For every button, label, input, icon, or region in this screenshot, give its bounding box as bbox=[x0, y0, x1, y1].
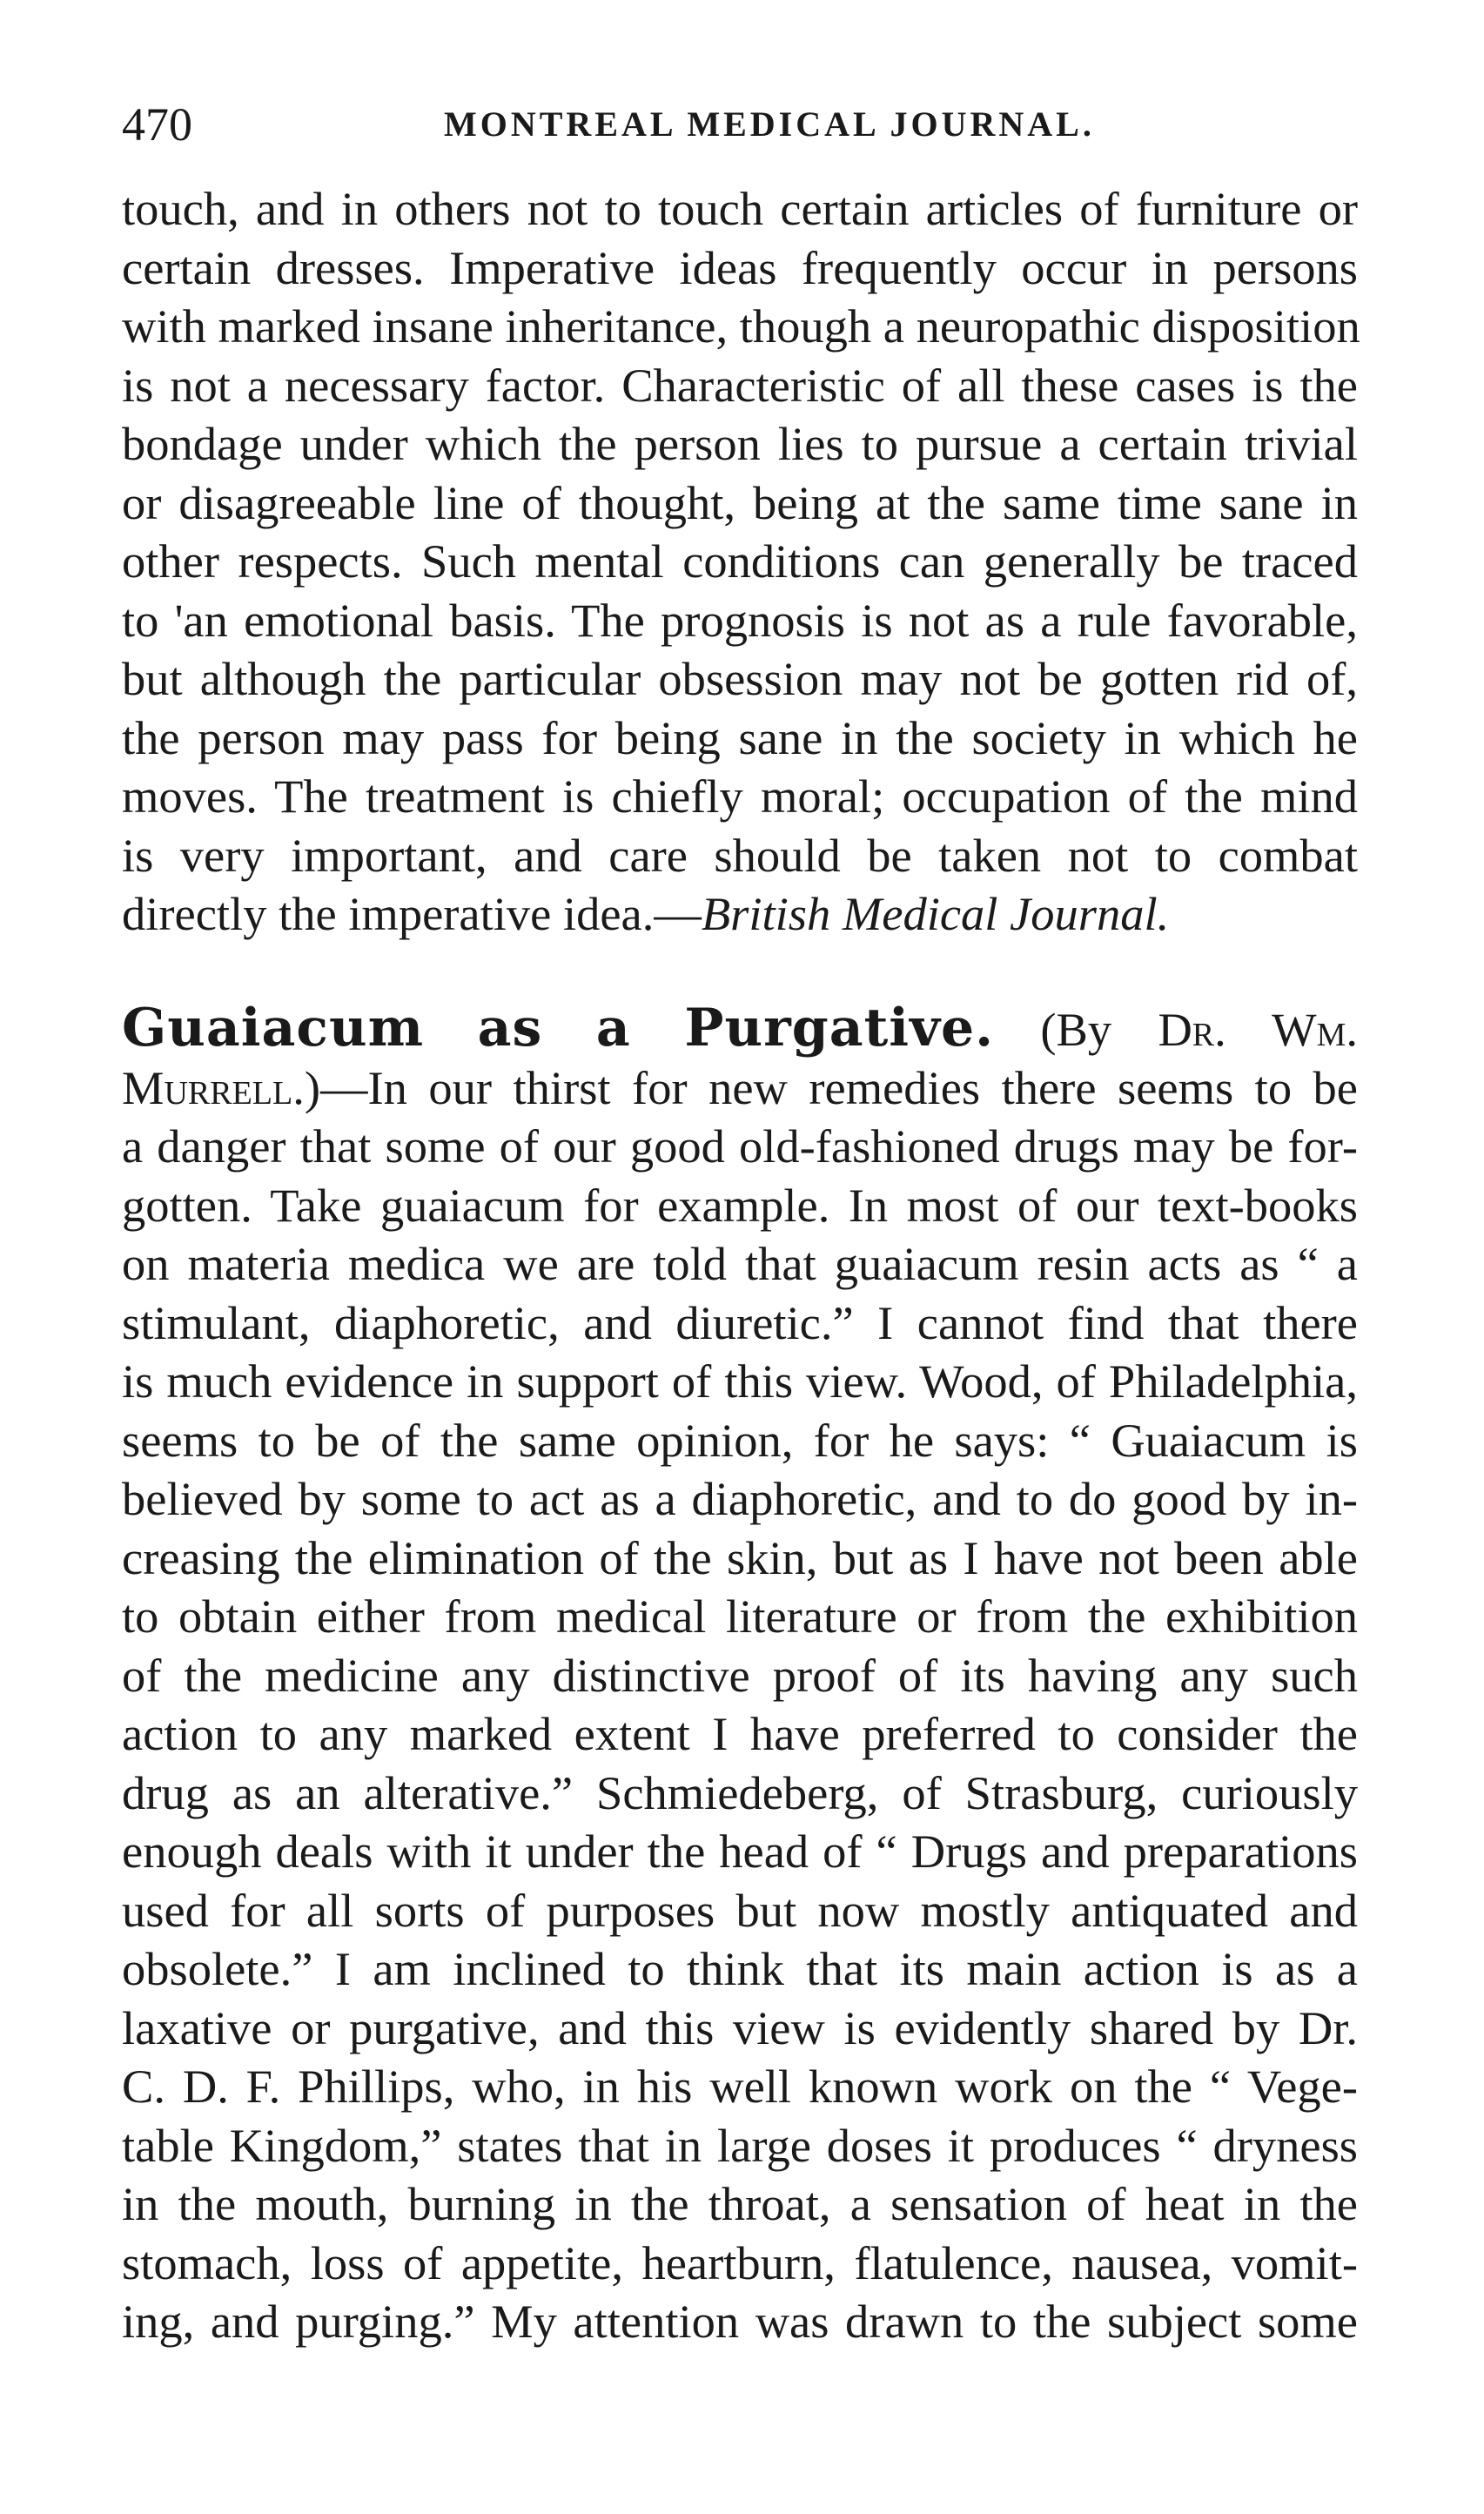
text-line: believed by some to act as a diaphoretic, and to do good by in- bbox=[122, 1472, 1358, 1525]
text-line: the person may pass for being sane in the society in which he bbox=[122, 710, 1358, 764]
text-line: stomach, loss of appetite, heartburn, flatulence, nausea, vomit- bbox=[122, 2235, 1358, 2289]
text-line: ing, and purging.” My attention was drawn to the subject some bbox=[122, 2295, 1358, 2348]
text-line: enough deals with it under the head of “ Drugs and preparations bbox=[122, 1825, 1358, 1878]
text-line: touch, and in others not to touch certain articles of furniture or bbox=[122, 182, 1358, 235]
text-line: is very important, and care should be taken not to combat bbox=[122, 828, 1358, 882]
byline-open: (By bbox=[1040, 1003, 1158, 1056]
text-line: action to any marked extent I have preferred to consider the bbox=[122, 1707, 1358, 1760]
article-guaiacum bbox=[122, 999, 1358, 2351]
author-name-part2: Murrell. bbox=[122, 1060, 305, 1114]
text-line: gotten. Take guaiacum for example. In most of our text-books bbox=[122, 1178, 1358, 1232]
text-line: a danger that some of our good old-fashioned drugs may be for- bbox=[122, 1119, 1358, 1173]
text-line: to 'an emotional basis. The prognosis is not as a rule favorable, bbox=[122, 593, 1358, 647]
text-line: is much evidence in support of this view. Wood, of Philadelphia, bbox=[122, 1354, 1358, 1408]
article-first-line bbox=[122, 999, 1358, 1059]
text-line-last bbox=[122, 884, 1358, 944]
journal-title: MONTREAL MEDICAL JOURNAL. bbox=[444, 104, 1095, 144]
text-line: other respects. Such mental conditions can generally be traced bbox=[122, 534, 1358, 588]
text-line: obsolete.” I am inclined to think that its main action is as a bbox=[122, 1942, 1358, 1995]
text-line: or disagreeable line of thought, being at the same time sane in bbox=[122, 475, 1358, 529]
text-line: in the mouth, burning in the throat, a sensation of heat in the bbox=[122, 2177, 1358, 2230]
text-line: moves. The treatment is chiefly moral; occupation of the mind bbox=[122, 770, 1358, 823]
article-second-line bbox=[122, 1059, 1358, 1118]
byline-rest: )—In our thirst for new remedies there seems to be bbox=[304, 1060, 1358, 1114]
text-line: but although the particular obsession may not be gotten rid of, bbox=[122, 652, 1358, 705]
source-citation: British Medical Journal. bbox=[701, 887, 1170, 940]
text-line: laxative or purgative, and this view is evidently shared by Dr. bbox=[122, 2000, 1358, 2054]
author-name-part1: Dr. Wm. bbox=[1158, 1003, 1358, 1056]
text-line: with marked insane inheritance, though a neuropathic disposition bbox=[122, 299, 1360, 353]
text-line: seems to be of the same opinion, for he says: “ Guaiacum is bbox=[122, 1413, 1358, 1467]
text-line: on materia medica we are told that guaiacum resin acts as “ a bbox=[122, 1237, 1358, 1290]
text-line: table Kingdom,” states that in large doses it produces “ dryness bbox=[122, 2118, 1358, 2172]
article-heading: Guaiacum as a Purgative. bbox=[122, 998, 995, 1059]
text-line: bondage under which the person lies to pursue a certain trivial bbox=[122, 417, 1358, 470]
page-number: 470 bbox=[122, 98, 192, 151]
text-line: to obtain either from medical literature or from the exhibition bbox=[122, 1590, 1358, 1643]
text-line: used for all sorts of purposes but now mostly antiquated and bbox=[122, 1883, 1358, 1937]
running-head bbox=[122, 94, 1375, 155]
text-line: stimulant, diaphoretic, and diuretic.” I cannot find that there bbox=[122, 1295, 1358, 1349]
last-line-text: directly the imperative idea.— bbox=[122, 887, 702, 940]
text-line: C. D. F. Phillips, who, in his well known work on the “ Vege- bbox=[122, 2060, 1358, 2113]
text-line: is not a necessary factor. Characteristic of all these cases is the bbox=[122, 358, 1358, 412]
paragraph-imperative-ideas bbox=[122, 179, 1358, 944]
text-line: creasing the elimination of the skin, but as I have not been able bbox=[122, 1530, 1358, 1584]
text-line: certain dresses. Imperative ideas frequently occur in persons bbox=[122, 240, 1358, 294]
text-line: of the medicine any distinctive proof of its having any such bbox=[122, 1648, 1358, 1702]
text-line: drug as an alterative.” Schmiedeberg, of Strasburg, curiously bbox=[122, 1765, 1358, 1819]
